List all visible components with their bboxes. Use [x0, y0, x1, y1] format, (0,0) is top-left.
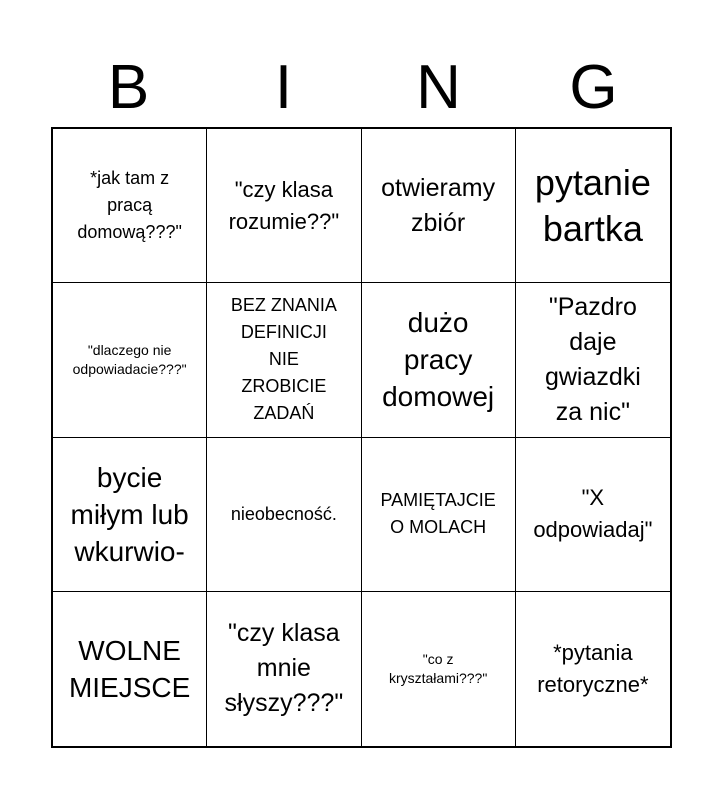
bingo-cell-text: otwieramy zbiór — [381, 173, 496, 237]
bingo-cell-r2c1[interactable] — [53, 283, 207, 437]
bingo-cell-r1c2[interactable] — [207, 129, 361, 283]
bingo-cell-text: bycie miłym lub wkurwio- — [70, 461, 189, 567]
bingo-cell-text: "Pazdro daje gwiazdki za nic" — [544, 292, 641, 426]
bingo-cell-text: "czy klasa mnie słyszy???" — [224, 619, 344, 718]
bingo-cell-r1c3[interactable] — [362, 129, 516, 283]
bingo-cell-r1c1[interactable] — [53, 129, 207, 283]
bingo-cell-r4c3[interactable] — [362, 592, 516, 746]
bingo-board — [51, 127, 672, 748]
bingo-cell-r2c4[interactable] — [516, 283, 670, 437]
bingo-cell-r3c1[interactable] — [53, 438, 207, 592]
bingo-cell-text: dużo pracy domowej — [382, 307, 495, 413]
bingo-cell-text: pytanie bartka — [534, 161, 651, 249]
bingo-cell-r4c4[interactable] — [516, 592, 670, 746]
bingo-cell-r2c2[interactable] — [207, 283, 361, 437]
bingo-cell-text: "dlaczego nie odpowiadacie???" — [72, 341, 187, 377]
bingo-cell-text: PAMIĘTAJCIE O MOLACH — [380, 490, 496, 538]
bingo-cell-text: "co z kryształami???" — [388, 650, 488, 686]
bingo-header — [51, 52, 671, 124]
bingo-cell-r2c3[interactable] — [362, 283, 516, 437]
bingo-cell-r4c1[interactable] — [53, 592, 207, 746]
header-letter-i: I — [274, 53, 293, 122]
bingo-cell-text: nieobecność. — [230, 503, 337, 524]
bingo-cell-text: WOLNE MIEJSCE — [68, 634, 191, 703]
bingo-cell-text: *pytania retoryczne* — [537, 639, 649, 697]
bingo-cell-r3c3[interactable] — [362, 438, 516, 592]
bingo-cell-r3c4[interactable] — [516, 438, 670, 592]
bingo-cell-r1c4[interactable] — [516, 129, 670, 283]
header-letter-g: G — [569, 53, 618, 122]
bingo-cell-text: "X odpowiadaj" — [533, 485, 653, 543]
header-letter-n: N — [416, 53, 461, 122]
bingo-cell-r3c2[interactable] — [207, 438, 361, 592]
bingo-cell-text: BEZ ZNANIA DEFINICJI NIE ZROBICIE ZADAŃ — [230, 295, 337, 424]
header-letter-b: B — [107, 53, 150, 122]
bingo-cell-text: *jak tam z pracą domową???" — [77, 168, 182, 243]
bingo-cell-r4c2[interactable] — [207, 592, 361, 746]
bingo-cell-text: "czy klasa rozumie??" — [228, 176, 340, 234]
